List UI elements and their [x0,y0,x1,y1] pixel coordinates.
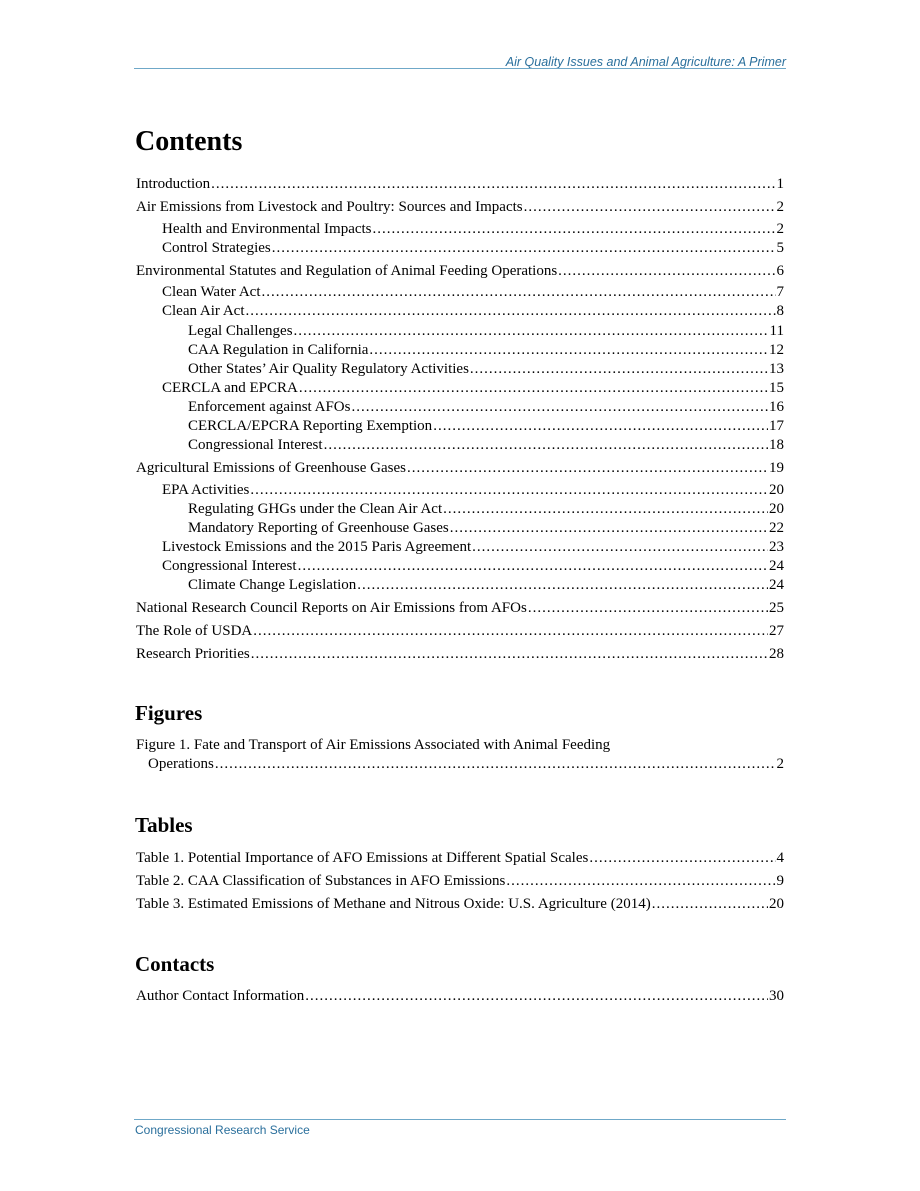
contents-entry[interactable] [188,436,784,454]
toc-entry-label: Table 3. Estimated Emissions of Methane and Nitrous Oxide: U.S. Agriculture (2014) [136,896,651,912]
dot-leader [506,872,775,890]
contents-entry[interactable] [162,379,784,397]
dot-leader [215,755,776,773]
contents-entry[interactable] [162,302,784,320]
dot-leader [261,283,775,301]
dot-leader [351,398,768,416]
toc-entry-label: The Role of USDA [136,622,253,639]
contents-entry[interactable] [136,622,784,640]
contents-entry[interactable] [136,459,784,477]
toc-entry-label: Agricultural Emissions of Greenhouse Gases [136,459,406,476]
contents-entry[interactable] [188,360,784,378]
dot-leader [589,849,775,867]
contents-entry[interactable] [188,576,784,594]
toc-entry-label: Livestock Emissions and the 2015 Paris Agreement [162,539,472,555]
contents-entry[interactable] [188,322,784,340]
dot-leader [211,175,775,193]
toc-entry-page: 9 [776,873,784,889]
contents-heading: Contents [135,126,243,157]
toc-entry-page: 16 [769,398,784,415]
toc-entry-page: 30 [769,988,784,1004]
toc-entry-label: CERCLA and EPCRA [162,379,298,396]
toc-entry-page: 25 [769,600,784,616]
toc-entry-page: 15 [769,379,784,396]
dot-leader [450,519,768,537]
toc-entry-page: 2 [776,220,784,237]
toc-entry-label: Control Strategies [162,239,271,256]
toc-entry-page: 4 [776,850,784,866]
dot-leader [305,987,768,1005]
table-entry[interactable] [136,895,784,913]
contents-entry[interactable] [162,220,784,238]
toc-entry-page: 28 [769,645,784,662]
dot-leader [357,576,768,594]
toc-entry-label: Author Contact Information [136,988,305,1004]
toc-entry-label: Table 1. Potential Importance of AFO Emissions at Different Spatial Scales [136,850,589,866]
toc-entry-page: 11 [769,322,784,339]
toc-entry-label: Research Priorities [136,645,250,662]
toc-entry-label: Table 2. CAA Classification of Substances in AFO Emissions [136,873,506,889]
dot-leader [558,262,775,280]
contents-entry[interactable] [136,599,784,617]
toc-entry-page: 13 [769,360,784,377]
toc-entry-page: 2 [776,198,784,215]
toc-entry-page: 2 [776,756,784,772]
footer-rule [134,1119,786,1120]
contents-entry[interactable] [162,557,784,575]
dot-leader [299,379,768,397]
dot-leader [250,481,768,499]
contents-entry[interactable] [136,198,784,216]
toc-entry-page: 7 [776,284,784,301]
dot-leader [298,557,768,575]
dot-leader [470,360,768,378]
toc-entry-label: Air Emissions from Livestock and Poultry: Sources and Impacts [136,198,523,215]
toc-entry-label: Legal Challenges [188,322,293,339]
dot-leader [324,436,768,454]
dot-leader [294,322,769,340]
footer-text: Congressional Research Service [135,1123,310,1137]
toc-entry-label: Clean Water Act [162,284,261,301]
table-entry[interactable] [136,849,784,867]
toc-entry-page: 19 [769,459,784,476]
toc-entry-label: Enforcement against AFOs [188,398,351,415]
contents-entry[interactable] [188,417,784,435]
toc-entry-page: 20 [769,896,784,912]
table-entry[interactable] [136,872,784,890]
figures-heading: Figures [135,701,203,725]
toc-entry-page: 20 [769,500,784,517]
toc-entry-page: 27 [769,622,784,639]
toc-entry-page: 24 [769,558,784,575]
dot-leader [524,198,776,216]
dot-leader [246,302,776,320]
toc-entry-page: 5 [776,239,784,256]
dot-leader [272,239,776,257]
contents-entry[interactable] [162,538,784,556]
toc-entry-page: 18 [769,437,784,454]
dot-leader [652,895,768,913]
toc-entry-page: 20 [769,481,784,498]
toc-entry-label: Introduction [136,176,211,192]
figure-entry-label-line1[interactable]: Figure 1. Fate and Transport of Air Emissions Associated with Animal Feeding [136,737,611,753]
contents-entry[interactable] [188,500,784,518]
header-rule [134,68,786,69]
contents-entry[interactable] [162,481,784,499]
toc-entry-page: 6 [776,262,784,279]
dot-leader [433,417,768,435]
contents-entry[interactable] [162,283,784,301]
toc-entry-page: 17 [769,418,784,434]
contents-entry[interactable] [136,175,784,193]
toc-entry-label: Regulating GHGs under the Clean Air Act [188,500,443,517]
toc-entry-page: 12 [769,341,784,358]
toc-entry-label: Operations [148,756,214,772]
dot-leader [253,622,768,640]
toc-entry-label: Health and Environmental Impacts [162,220,372,237]
toc-entry-label: Mandatory Reporting of Greenhouse Gases [188,519,449,536]
contacts-heading: Contacts [135,952,215,976]
dot-leader [528,599,768,617]
tables-heading: Tables [135,813,193,837]
toc-entry-label: Congressional Interest [162,558,297,575]
toc-entry-page: 22 [769,519,784,536]
contents-entry[interactable] [188,519,784,537]
toc-entry-page: 23 [769,539,784,555]
toc-entry-label: National Research Council Reports on Air Emissions from AFOs [136,600,527,616]
contents-entry[interactable] [188,341,784,359]
toc-entry-label: CERCLA/EPCRA Reporting Exemption [188,418,433,434]
dot-leader [373,220,776,238]
figure-entry[interactable] [148,755,784,773]
toc-entry-label: Congressional Interest [188,437,323,454]
dot-leader [251,645,768,663]
toc-entry-label: Environmental Statutes and Regulation of Animal Feeding Operations [136,262,558,279]
toc-entry-page: 8 [776,303,784,320]
toc-entry-page: 1 [776,176,784,192]
dot-leader [369,341,768,359]
contents-entry[interactable] [136,262,784,280]
running-header-title: Air Quality Issues and Animal Agriculture: A Primer [505,55,786,69]
contents-entry[interactable] [136,645,784,663]
contents-entry[interactable] [188,398,784,416]
toc-entry-label: Other States’ Air Quality Regulatory Activities [188,360,469,377]
toc-entry-label: Clean Air Act [162,303,245,320]
toc-entry-label: Climate Change Legislation [188,577,357,594]
dot-leader [443,500,768,518]
contact-entry[interactable] [136,987,784,1005]
toc-entry-label: EPA Activities [162,481,250,498]
contents-entry[interactable] [162,239,784,257]
dot-leader [407,459,768,477]
toc-entry-label: CAA Regulation in California [188,341,369,358]
dot-leader [472,538,768,556]
toc-entry-page: 24 [769,577,784,594]
